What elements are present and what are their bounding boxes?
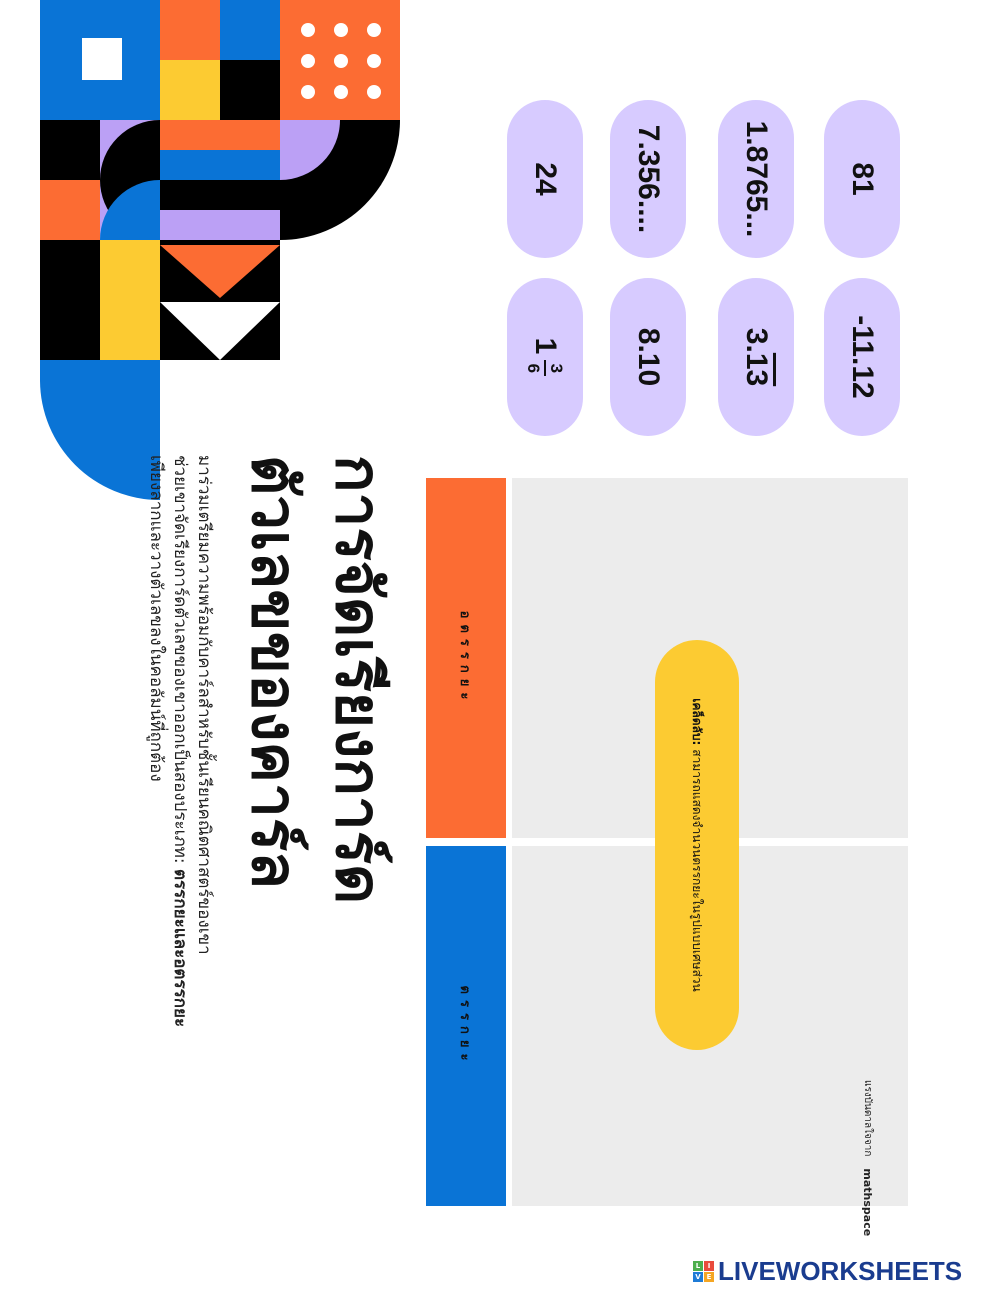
mosaic-tile [160,180,280,210]
card-value: 81 [846,162,879,196]
irrational-header: อตรรกยะ [426,478,506,838]
liveworksheets-logo [693,1256,962,1287]
tip-text: สามารถแสดงจำนวนตรรกยะในรูปแบบเศษส่วน [690,749,705,992]
card-value: -11.12 [846,315,879,399]
page-title-line-1: การจัดเรียงการ์ด [322,455,395,905]
description-line-3: เพียงลากและวางตัวเลขลงในคอลัมน์ที่ถูกต้อง [146,455,166,782]
mosaic-tile [40,120,100,180]
number-card[interactable] [824,278,900,436]
liveworksheets-brand: LIVEWORKSHEETS [718,1256,963,1286]
card-value: 7.356.... [632,124,665,234]
mosaic-tile [220,0,280,60]
decorative-mosaic [40,0,402,500]
page-title-line-2: ตัวเลขของคาร์ล [238,455,311,890]
mosaic-tile [160,60,220,120]
tip-label: เคล็ดลับ: [690,698,705,746]
header-block [20,455,400,1028]
mosaic-dots [280,0,400,120]
mosaic-tile [160,0,220,60]
number-card[interactable] [718,278,794,436]
liveworksheets-logo-icon: L I V E [693,1261,714,1282]
number-card[interactable] [507,100,583,258]
mosaic-tile [220,60,280,120]
credit-brand: mathspace [861,1168,875,1237]
credit-text: แรงบันดาลใจจาก [862,1080,874,1157]
card-value: 8.10 [632,327,665,387]
number-card[interactable] [507,278,583,436]
tip-banner [655,640,739,1050]
mosaic-tile [160,210,280,240]
description-line-2: ช่วยเขาจัดเรียงการ์ดตัวเลขของเขาออกเป็นสองประเภท: ตรรกยะและอตรรกยะ [170,455,190,1028]
fraction: 3 6 [524,360,566,376]
card-value: 24 [529,162,562,196]
number-card[interactable] [824,100,900,258]
number-card[interactable] [718,100,794,258]
mosaic-tile [100,240,160,360]
card-value: 3. 13 [740,327,773,387]
mosaic-tile [40,180,100,240]
mosaic-tile [40,240,100,360]
mosaic-tile [82,38,122,80]
mosaic-tile [160,150,280,180]
mosaic-triangle [160,240,280,360]
number-card[interactable] [610,278,686,436]
credit [856,1080,880,1237]
number-card[interactable] [610,100,686,258]
card-value: 1 3 6 [507,278,583,436]
description-line-1: มาร่วมเตรียมความพร้อมกับคาร์ลสำหรับชั้นเรียนคณิตศาสตร์ของเขา [194,455,214,955]
card-value: 1.8765... [740,120,773,238]
rational-header: ตรรกยะ [426,846,506,1206]
